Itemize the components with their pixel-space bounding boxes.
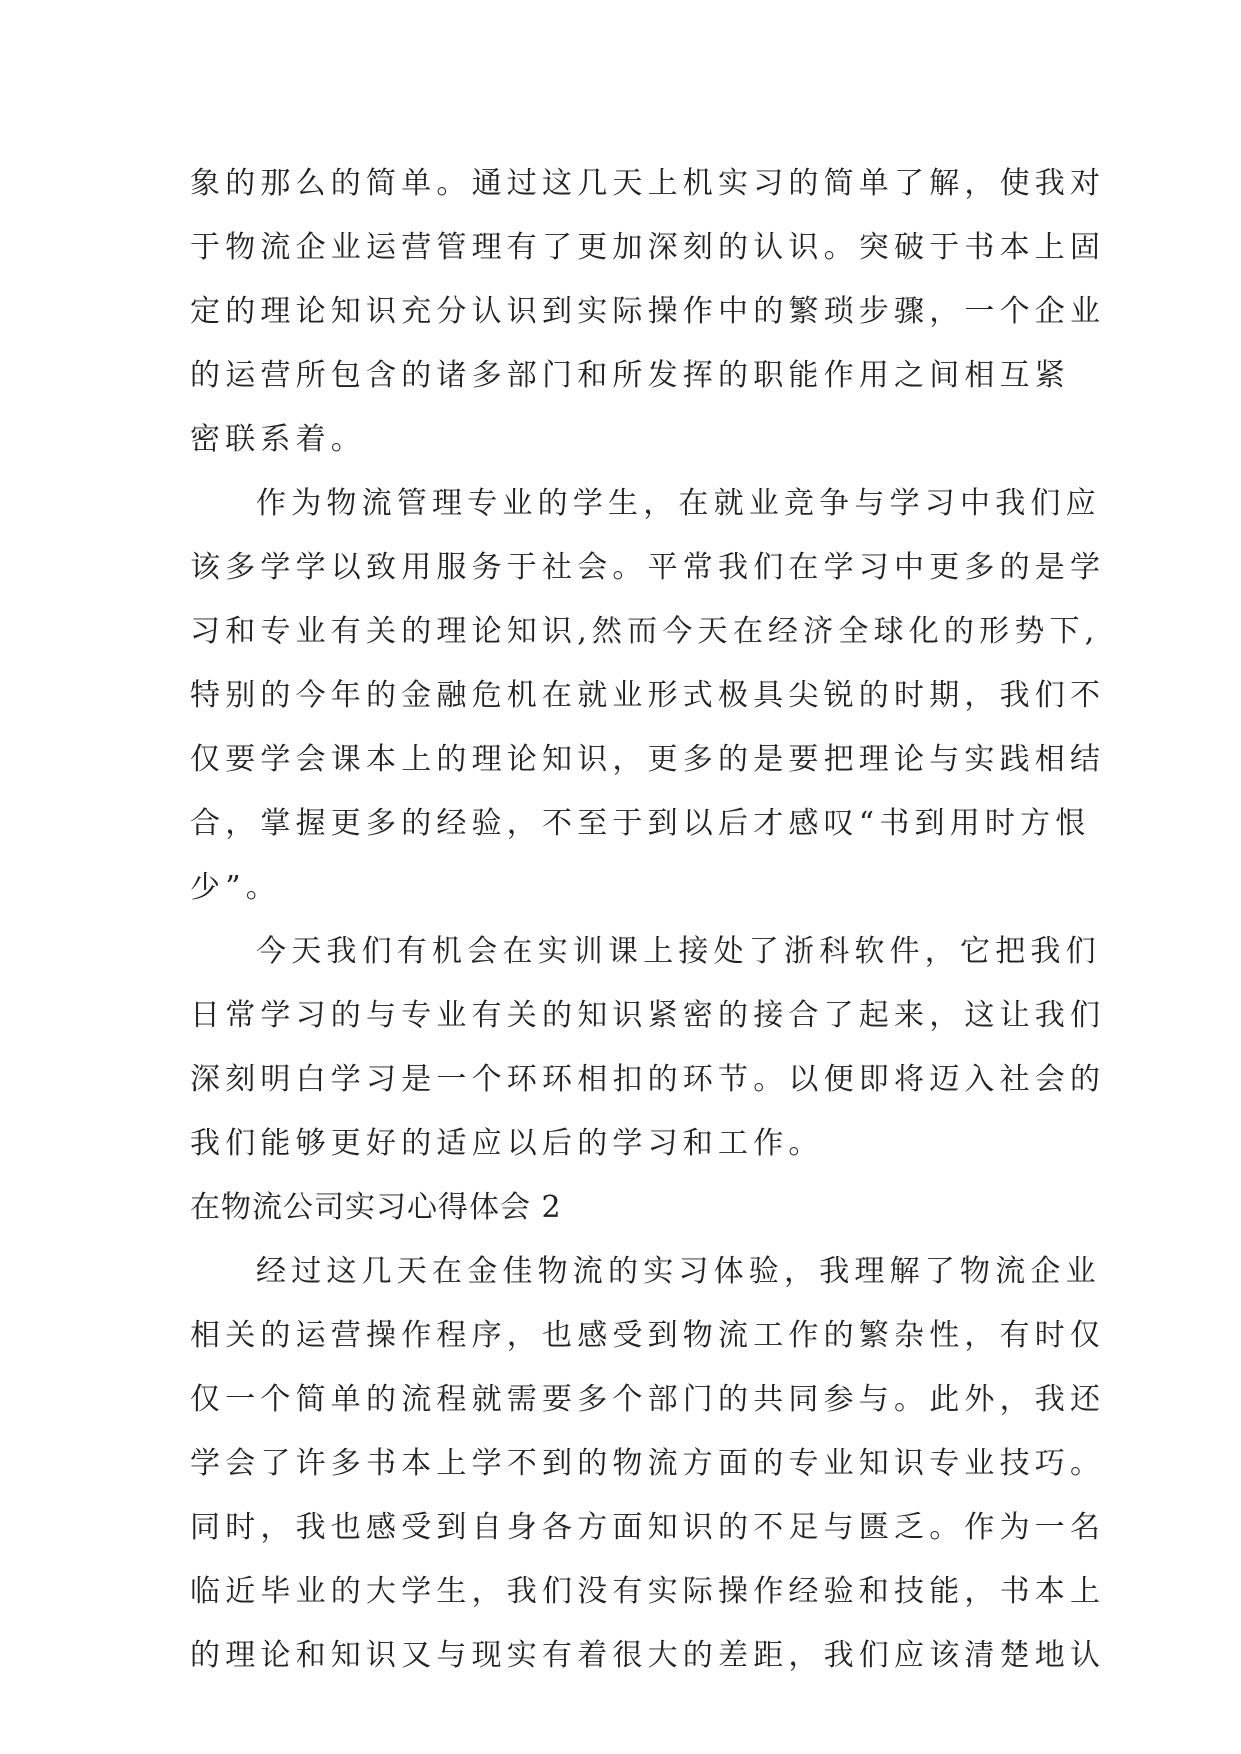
text-line: 日常学习的与专业有关的知识紧密的接合了起来，这让我们	[190, 998, 1106, 1033]
text-line: 作为物流管理专业的学生，在就业竞争与学习中我们应	[256, 486, 1101, 521]
text-line: 象的那么的简单。通过这几天上机实习的简单了解，使我对	[190, 166, 1106, 201]
text-line: 该多学学以致用服务于社会。平常我们在学习中更多的是学	[190, 550, 1106, 585]
text-line: 于物流企业运营管理有了更加深刻的认识。突破于书本上固	[190, 230, 1106, 265]
text-line: 同时，我也感受到自身各方面知识的不足与匮乏。作为一名	[190, 1510, 1106, 1545]
text-line: 临近毕业的大学生，我们没有实际操作经验和技能，书本上	[190, 1574, 1106, 1609]
text-line: 习和专业有关的理论知识,然而今天在经济全球化的形势下,	[190, 614, 1100, 649]
paragraph-1	[190, 152, 1106, 472]
paragraph-2	[190, 472, 1106, 920]
text-line: 今天我们有机会在实训课上接处了浙科软件，它把我们	[256, 934, 1101, 969]
text-line: 深刻明白学习是一个环环相扣的环节。以便即将迈入社会的	[190, 1062, 1106, 1097]
text-line: 仅一个简单的流程就需要多个部门的共同参与。此外，我还	[190, 1382, 1106, 1417]
paragraph-4	[190, 1240, 1106, 1688]
text-line: 定的理论知识充分认识到实际操作中的繁琐步骤，一个企业	[190, 294, 1106, 329]
text-line: 相关的运营操作程序，也感受到物流工作的繁杂性，有时仅	[190, 1318, 1106, 1353]
document-body	[190, 152, 1106, 1688]
paragraph-3	[190, 920, 1106, 1176]
text-line: 少”。	[190, 870, 281, 905]
text-line: 特别的今年的金融危机在就业形式极具尖锐的时期，我们不	[190, 678, 1106, 713]
text-line: 的理论和知识又与现实有着很大的差距，我们应该清楚地认	[190, 1638, 1106, 1673]
text-line: 学会了许多书本上学不到的物流方面的专业知识专业技巧。	[190, 1446, 1106, 1481]
text-line: 仅要学会课本上的理论知识，更多的是要把理论与实践相结	[190, 742, 1106, 777]
text-line: 我们能够更好的适应以后的学习和工作。	[190, 1126, 824, 1161]
section-heading: 在物流公司实习心得体会 2	[190, 1190, 562, 1225]
text-line: 密联系着。	[190, 422, 366, 457]
text-line: 的运营所包含的诸多部门和所发挥的职能作用之间相互紧	[190, 358, 1070, 393]
text-line: 合，掌握更多的经验，不至于到以后才感叹“书到用时方恨	[190, 806, 1091, 841]
text-line: 经过这几天在金佳物流的实习体验，我理解了物流企业	[256, 1254, 1101, 1289]
